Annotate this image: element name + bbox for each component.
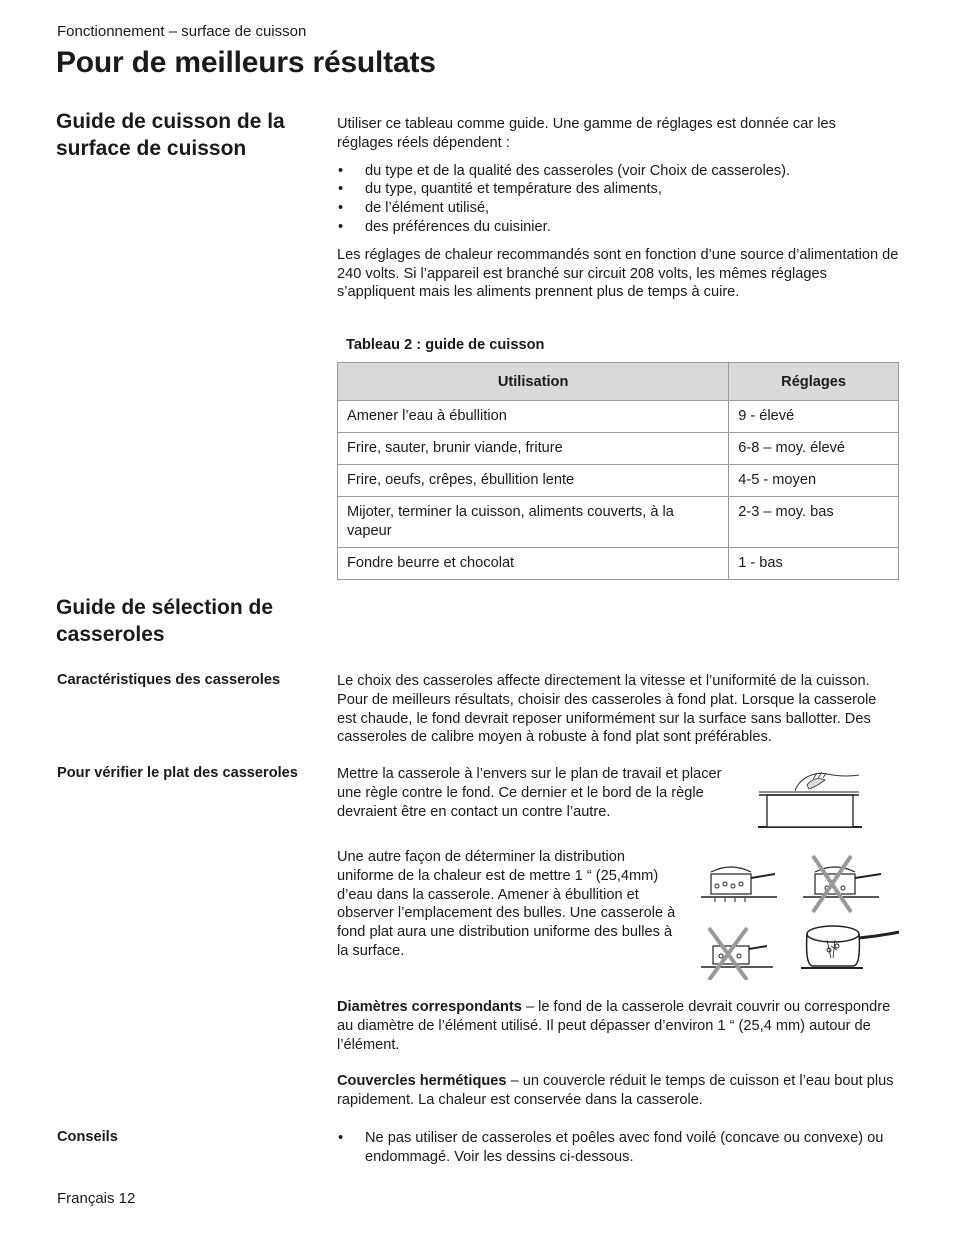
table-cell: Frire, oeufs, crêpes, ébullition lente bbox=[338, 465, 729, 497]
large-pan-icon bbox=[801, 926, 899, 968]
table-row bbox=[338, 433, 899, 465]
section-heading-cooking-guide: Guide de cuisson de la surface de cuisson bbox=[56, 110, 285, 160]
diameters-text: – le fond de la casserole devrait couvrir ou correspondre au diamètre de l’élément utilisé. Il peut dépasser d’environ 1 “ (25,4 mm) autour de l’élément. bbox=[337, 999, 891, 1053]
list-item: • de l’élément utilisé, bbox=[337, 199, 899, 218]
warped-pan-icon bbox=[803, 856, 881, 912]
list-item: • du type et de la qualité des casseroles (voir Choix de casseroles). bbox=[337, 162, 899, 181]
voltage-note: Les réglages de chaleur recommandés sont en fonction d’une source d’alimentation de 240 volts. Si l’appareil est branché sur circuit 208 volts, les mêmes réglages s’appliquent mais les aliments prennent plus de temps à cuire. bbox=[337, 246, 899, 301]
list-item: • Ne pas utiliser de casseroles et poêles avec fond voilé (concave ou convexe) ou endommagé. Voir les dessins ci-dessous. bbox=[337, 1129, 899, 1167]
label-check-flatness: Pour vérifier le plat des casseroles bbox=[57, 765, 298, 781]
table-cell: 4-5 - moyen bbox=[729, 465, 899, 497]
flatness-text-ruler: Mettre la casserole à l’envers sur le plan de travail et placer une règle contre le fond. Ce dernier et le bord de la règle devraient être en contact un contre l’autre. bbox=[337, 766, 722, 820]
list-item: • du type, quantité et température des aliments, bbox=[337, 180, 899, 199]
diameters-paragraph bbox=[337, 998, 899, 1054]
page-title: Pour de meilleurs résultats bbox=[56, 46, 436, 79]
table-cell: Frire, sauter, brunir viande, friture bbox=[338, 433, 729, 465]
cooking-guide-table bbox=[337, 362, 899, 580]
ruler-test-illustration bbox=[755, 765, 865, 835]
bubble-test-illustration bbox=[695, 850, 900, 980]
warped-pan-icon bbox=[701, 928, 773, 980]
table-row bbox=[338, 401, 899, 433]
table-row bbox=[338, 548, 899, 580]
table-cell: Mijoter, terminer la cuisson, aliments couverts, à la vapeur bbox=[338, 497, 729, 548]
column-header: Réglages bbox=[729, 363, 899, 401]
table-cell: 1 - bas bbox=[729, 548, 899, 580]
lids-text: – un couvercle réduit le temps de cuisson et l’eau bout plus rapidement. La chaleur est conservée dans la casserole. bbox=[337, 1073, 894, 1108]
pan-characteristics-text: Le choix des casseroles affecte directement la vitesse et l’uniformité de la cuisson. Pour de meilleurs résultats, choisir des casseroles à fond plat. Lorsque la casserole est chaude, le fond devrait reposer uniformément sur la surface sans ballotter. Des casseroles de calibre moyen à robuste à fond plat sont préférables. bbox=[337, 673, 877, 746]
table-row bbox=[338, 465, 899, 497]
cooking-guide-body bbox=[337, 115, 899, 302]
lids-paragraph bbox=[337, 1072, 899, 1110]
factors-list bbox=[337, 162, 899, 237]
section-heading-pan-guide: Guide de sélection de casseroles bbox=[56, 596, 274, 646]
table-cell: 2-3 – moy. bas bbox=[729, 497, 899, 548]
table-caption: Tableau 2 : guide de cuisson bbox=[346, 337, 545, 353]
page-number: Français 12 bbox=[57, 1190, 136, 1207]
table-header-row bbox=[338, 363, 899, 401]
list-item: • des préférences du cuisinier. bbox=[337, 218, 899, 237]
table-cell: 9 - élevé bbox=[729, 401, 899, 433]
column-header: Utilisation bbox=[338, 363, 729, 401]
label-pan-characteristics: Caractéristiques des casseroles bbox=[57, 672, 281, 688]
table-row bbox=[338, 497, 899, 548]
table-cell: 6-8 – moy. élevé bbox=[729, 433, 899, 465]
table-cell: Amener l’eau à ébullition bbox=[338, 401, 729, 433]
label-tips: Conseils bbox=[57, 1129, 118, 1145]
flat-pan-icon bbox=[701, 867, 777, 902]
diameters-label: Diamètres correspondants bbox=[337, 999, 522, 1015]
table-cell: Fondre beurre et chocolat bbox=[338, 548, 729, 580]
flatness-text-bubbles: Une autre façon de déterminer la distribution uniforme de la chaleur est de mettre 1 “ (25,4mm) d’eau dans la casserole. Amener à ébullition et observer l’emplacement des bulles. Une casserole à fond plat aura une distribution uniforme des bulles à la surface. bbox=[337, 849, 676, 959]
lids-label: Couvercles hermétiques bbox=[337, 1073, 507, 1089]
breadcrumb: Fonctionnement – surface de cuisson bbox=[57, 23, 307, 40]
tips-list bbox=[337, 1129, 899, 1167]
intro-text: Utiliser ce tableau comme guide. Une gamme de réglages est donnée car les réglages réels dépendent : bbox=[337, 116, 836, 151]
